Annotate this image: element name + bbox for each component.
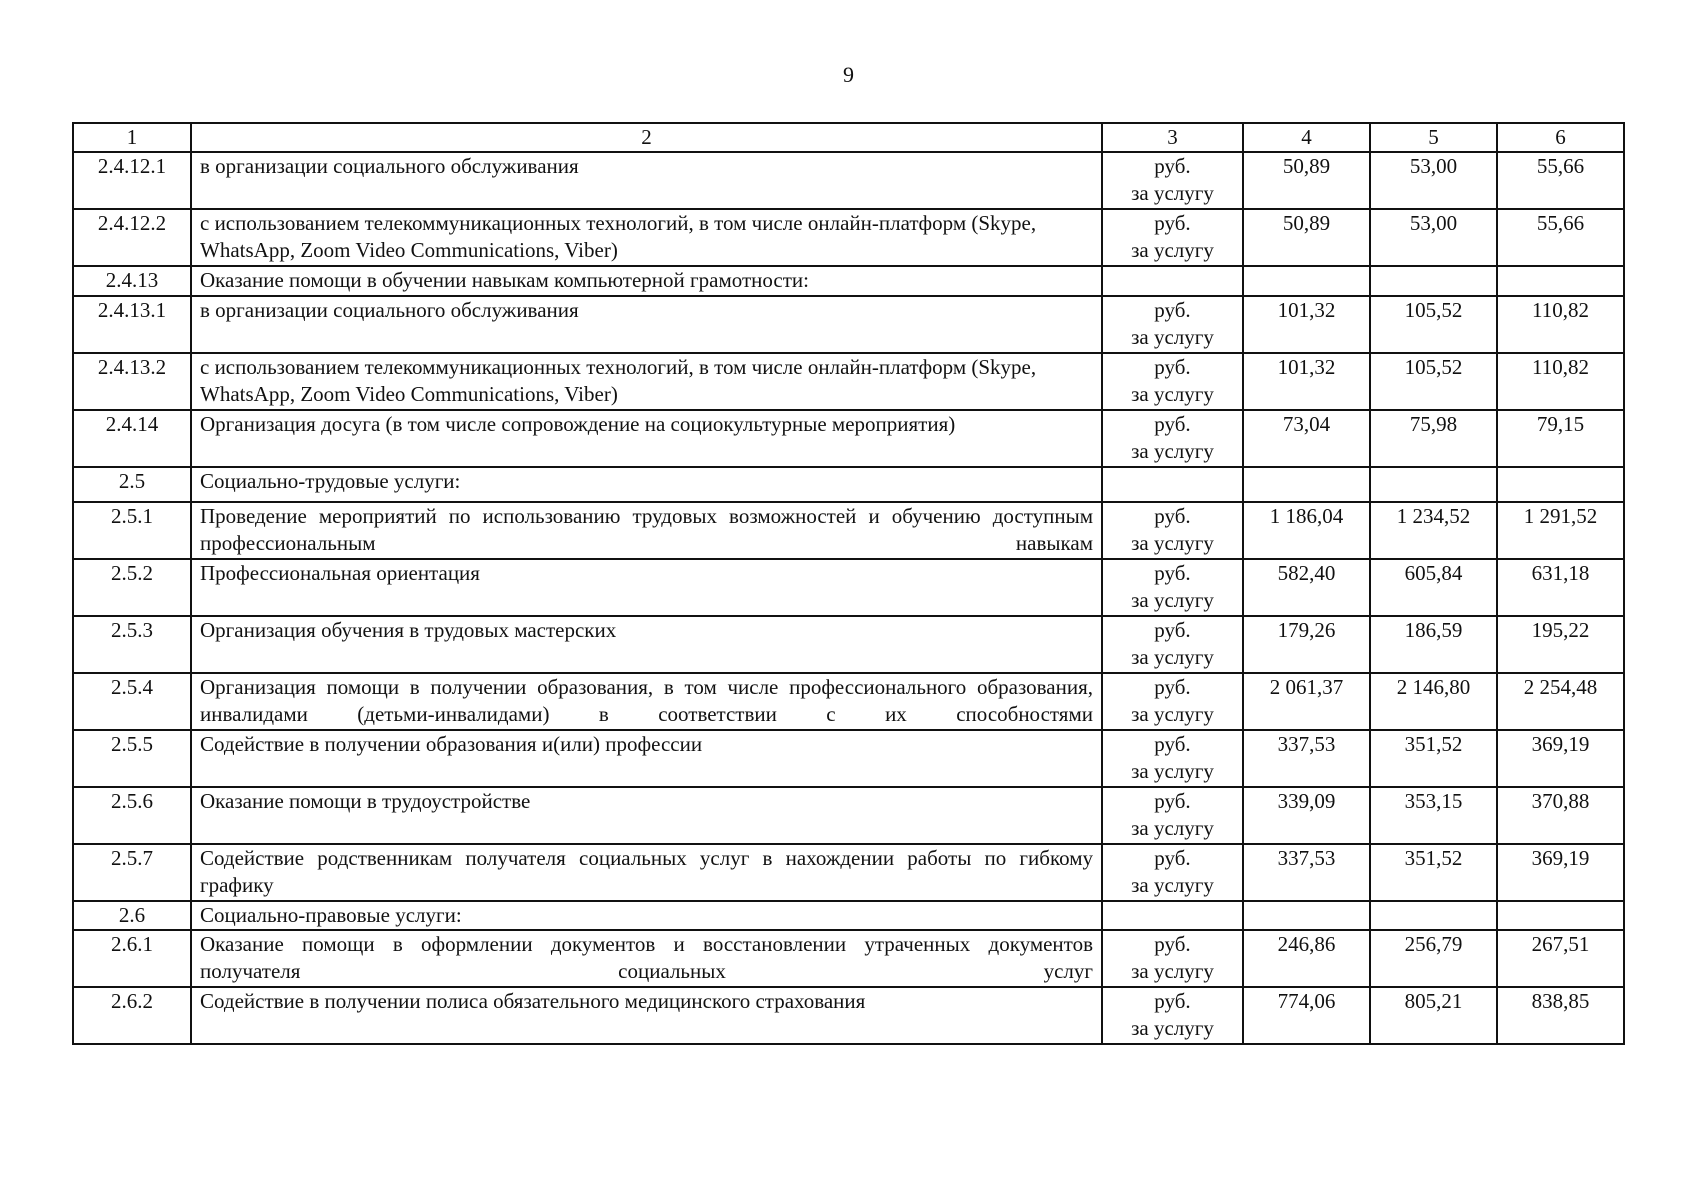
unit-line-2: за услугу xyxy=(1131,181,1214,205)
row-value-col5 xyxy=(1370,901,1497,930)
table-row xyxy=(73,987,1624,1044)
row-service-name: Проведение мероприятий по использованию трудовых возможностей и обучению доступным профессиональным навыкам xyxy=(191,502,1102,559)
row-unit xyxy=(1102,930,1243,987)
row-service-name: Профессиональная ориентация xyxy=(191,559,1102,616)
table-row xyxy=(73,209,1624,266)
unit-line-2: за услугу xyxy=(1131,816,1214,840)
row-value-col4: 582,40 xyxy=(1243,559,1370,616)
table-row xyxy=(73,673,1624,730)
row-value-col4 xyxy=(1243,901,1370,930)
row-value-col5: 2 146,80 xyxy=(1370,673,1497,730)
row-value-col6 xyxy=(1497,901,1624,930)
header-cell-col3: 3 xyxy=(1102,123,1243,152)
row-value-col5 xyxy=(1370,266,1497,296)
row-code: 2.4.12.2 xyxy=(73,209,191,266)
row-value-col6: 369,19 xyxy=(1497,844,1624,901)
row-unit xyxy=(1102,987,1243,1044)
row-value-col5: 105,52 xyxy=(1370,353,1497,410)
row-service-name: в организации социального обслуживания xyxy=(191,152,1102,209)
row-value-col6: 110,82 xyxy=(1497,296,1624,353)
row-unit xyxy=(1102,266,1243,296)
row-code: 2.5.4 xyxy=(73,673,191,730)
row-service-name: с использованием телекоммуникационных технологий, в том числе онлайн-платформ (Skype, WhatsApp, Zoom Video Communications, Viber) xyxy=(191,209,1102,266)
row-service-name: Оказание помощи в оформлении документов и восстановлении утраченных документов получателя социальных услуг xyxy=(191,930,1102,987)
row-value-col6: 370,88 xyxy=(1497,787,1624,844)
row-value-col5: 256,79 xyxy=(1370,930,1497,987)
row-value-col4: 101,32 xyxy=(1243,353,1370,410)
row-service-name: в организации социального обслуживания xyxy=(191,296,1102,353)
header-cell-col1: 1 xyxy=(73,123,191,152)
row-value-col6: 195,22 xyxy=(1497,616,1624,673)
row-unit xyxy=(1102,844,1243,901)
row-value-col6: 1 291,52 xyxy=(1497,502,1624,559)
row-code: 2.4.13 xyxy=(73,266,191,296)
table-row xyxy=(73,410,1624,467)
row-service-name: Содействие родственникам получателя социальных услуг в нахождении работы по гибкому графику xyxy=(191,844,1102,901)
row-code: 2.5.5 xyxy=(73,730,191,787)
row-service-name: Содействие в получении полиса обязательного медицинского страхования xyxy=(191,987,1102,1044)
row-value-col5: 186,59 xyxy=(1370,616,1497,673)
table-row xyxy=(73,353,1624,410)
row-value-col5: 351,52 xyxy=(1370,844,1497,901)
unit-line-1: руб. xyxy=(1154,211,1191,235)
unit-line-2: за услугу xyxy=(1131,588,1214,612)
row-value-col5: 351,52 xyxy=(1370,730,1497,787)
page-number: 9 xyxy=(843,62,854,87)
unit-line-2: за услугу xyxy=(1131,439,1214,463)
unit-line-1: руб. xyxy=(1154,561,1191,585)
row-code: 2.6 xyxy=(73,901,191,930)
row-service-name: Оказание помощи в обучении навыкам компьютерной грамотности: xyxy=(191,266,1102,296)
row-unit xyxy=(1102,901,1243,930)
unit-line-1: руб. xyxy=(1154,618,1191,642)
row-code: 2.5.7 xyxy=(73,844,191,901)
row-code: 2.6.2 xyxy=(73,987,191,1044)
row-unit xyxy=(1102,467,1243,502)
table-row xyxy=(73,930,1624,987)
row-code: 2.5.1 xyxy=(73,502,191,559)
header-cell-col4: 4 xyxy=(1243,123,1370,152)
row-value-col6: 2 254,48 xyxy=(1497,673,1624,730)
table-row xyxy=(73,296,1624,353)
row-service-name: Организация досуга (в том числе сопровождение на социокультурные мероприятия) xyxy=(191,410,1102,467)
row-value-col5: 105,52 xyxy=(1370,296,1497,353)
unit-line-2: за услугу xyxy=(1131,238,1214,262)
row-code: 2.4.13.2 xyxy=(73,353,191,410)
row-unit xyxy=(1102,787,1243,844)
row-value-col4: 2 061,37 xyxy=(1243,673,1370,730)
unit-line-1: руб. xyxy=(1154,846,1191,870)
unit-line-2: за услугу xyxy=(1131,759,1214,783)
row-value-col5: 353,15 xyxy=(1370,787,1497,844)
row-value-col6: 79,15 xyxy=(1497,410,1624,467)
row-code: 2.5.6 xyxy=(73,787,191,844)
row-value-col5: 53,00 xyxy=(1370,152,1497,209)
unit-line-1: руб. xyxy=(1154,504,1191,528)
row-unit xyxy=(1102,296,1243,353)
row-value-col6 xyxy=(1497,467,1624,502)
row-value-col5: 53,00 xyxy=(1370,209,1497,266)
row-value-col4: 50,89 xyxy=(1243,152,1370,209)
unit-line-2: за услугу xyxy=(1131,531,1214,555)
unit-line-1: руб. xyxy=(1154,298,1191,322)
unit-line-1: руб. xyxy=(1154,154,1191,178)
table-row xyxy=(73,616,1624,673)
table-row xyxy=(73,787,1624,844)
unit-line-1: руб. xyxy=(1154,789,1191,813)
unit-line-1: руб. xyxy=(1154,932,1191,956)
row-value-col6: 369,19 xyxy=(1497,730,1624,787)
table-row xyxy=(73,844,1624,901)
header-cell-col6: 6 xyxy=(1497,123,1624,152)
row-code: 2.6.1 xyxy=(73,930,191,987)
row-service-name: Содействие в получении образования и(или) профессии xyxy=(191,730,1102,787)
row-service-name: Организация помощи в получении образования, в том числе профессионального образования, инвалидами (детьми-инвалидами) в соответствии с их способностями xyxy=(191,673,1102,730)
row-unit xyxy=(1102,673,1243,730)
row-value-col5: 605,84 xyxy=(1370,559,1497,616)
unit-line-2: за услугу xyxy=(1131,959,1214,983)
unit-line-2: за услугу xyxy=(1131,1016,1214,1040)
table-row xyxy=(73,467,1624,502)
row-value-col6: 110,82 xyxy=(1497,353,1624,410)
row-code: 2.4.14 xyxy=(73,410,191,467)
row-service-name: Социально-правовые услуги: xyxy=(191,901,1102,930)
row-unit xyxy=(1102,353,1243,410)
row-code: 2.4.12.1 xyxy=(73,152,191,209)
row-value-col4: 774,06 xyxy=(1243,987,1370,1044)
row-unit xyxy=(1102,730,1243,787)
row-value-col4: 337,53 xyxy=(1243,844,1370,901)
row-value-col6: 55,66 xyxy=(1497,209,1624,266)
row-value-col6 xyxy=(1497,266,1624,296)
row-unit xyxy=(1102,616,1243,673)
row-value-col4: 101,32 xyxy=(1243,296,1370,353)
table-row xyxy=(73,502,1624,559)
table-row xyxy=(73,901,1624,930)
table-row xyxy=(73,266,1624,296)
row-unit xyxy=(1102,559,1243,616)
tariff-table xyxy=(72,122,1625,1045)
table-row xyxy=(73,152,1624,209)
unit-line-1: руб. xyxy=(1154,989,1191,1013)
row-value-col6: 267,51 xyxy=(1497,930,1624,987)
row-unit xyxy=(1102,152,1243,209)
unit-line-2: за услугу xyxy=(1131,382,1214,406)
unit-line-1: руб. xyxy=(1154,355,1191,379)
row-value-col4 xyxy=(1243,467,1370,502)
row-value-col4: 1 186,04 xyxy=(1243,502,1370,559)
unit-line-2: за услугу xyxy=(1131,702,1214,726)
row-unit xyxy=(1102,410,1243,467)
row-value-col4: 339,09 xyxy=(1243,787,1370,844)
row-value-col4: 50,89 xyxy=(1243,209,1370,266)
row-service-name: Оказание помощи в трудоустройстве xyxy=(191,787,1102,844)
header-cell-col5: 5 xyxy=(1370,123,1497,152)
row-value-col6: 838,85 xyxy=(1497,987,1624,1044)
row-value-col5 xyxy=(1370,467,1497,502)
row-code: 2.5 xyxy=(73,467,191,502)
row-code: 2.5.3 xyxy=(73,616,191,673)
unit-line-2: за услугу xyxy=(1131,645,1214,669)
row-code: 2.5.2 xyxy=(73,559,191,616)
unit-line-1: руб. xyxy=(1154,412,1191,436)
row-value-col6: 55,66 xyxy=(1497,152,1624,209)
table-row xyxy=(73,559,1624,616)
row-service-name: с использованием телекоммуникационных технологий, в том числе онлайн-платформ (Skype, WhatsApp, Zoom Video Communications, Viber) xyxy=(191,353,1102,410)
table-header-row xyxy=(73,123,1624,152)
unit-line-1: руб. xyxy=(1154,732,1191,756)
row-service-name: Социально-трудовые услуги: xyxy=(191,467,1102,502)
unit-line-2: за услугу xyxy=(1131,873,1214,897)
row-value-col5: 75,98 xyxy=(1370,410,1497,467)
unit-line-1: руб. xyxy=(1154,675,1191,699)
row-value-col4: 73,04 xyxy=(1243,410,1370,467)
table-row xyxy=(73,730,1624,787)
row-value-col5: 805,21 xyxy=(1370,987,1497,1044)
row-value-col5: 1 234,52 xyxy=(1370,502,1497,559)
row-value-col4 xyxy=(1243,266,1370,296)
row-service-name: Организация обучения в трудовых мастерских xyxy=(191,616,1102,673)
row-value-col4: 246,86 xyxy=(1243,930,1370,987)
unit-line-2: за услугу xyxy=(1131,325,1214,349)
row-value-col4: 179,26 xyxy=(1243,616,1370,673)
row-unit xyxy=(1102,502,1243,559)
row-unit xyxy=(1102,209,1243,266)
row-value-col6: 631,18 xyxy=(1497,559,1624,616)
row-code: 2.4.13.1 xyxy=(73,296,191,353)
header-cell-col2: 2 xyxy=(191,123,1102,152)
row-value-col4: 337,53 xyxy=(1243,730,1370,787)
